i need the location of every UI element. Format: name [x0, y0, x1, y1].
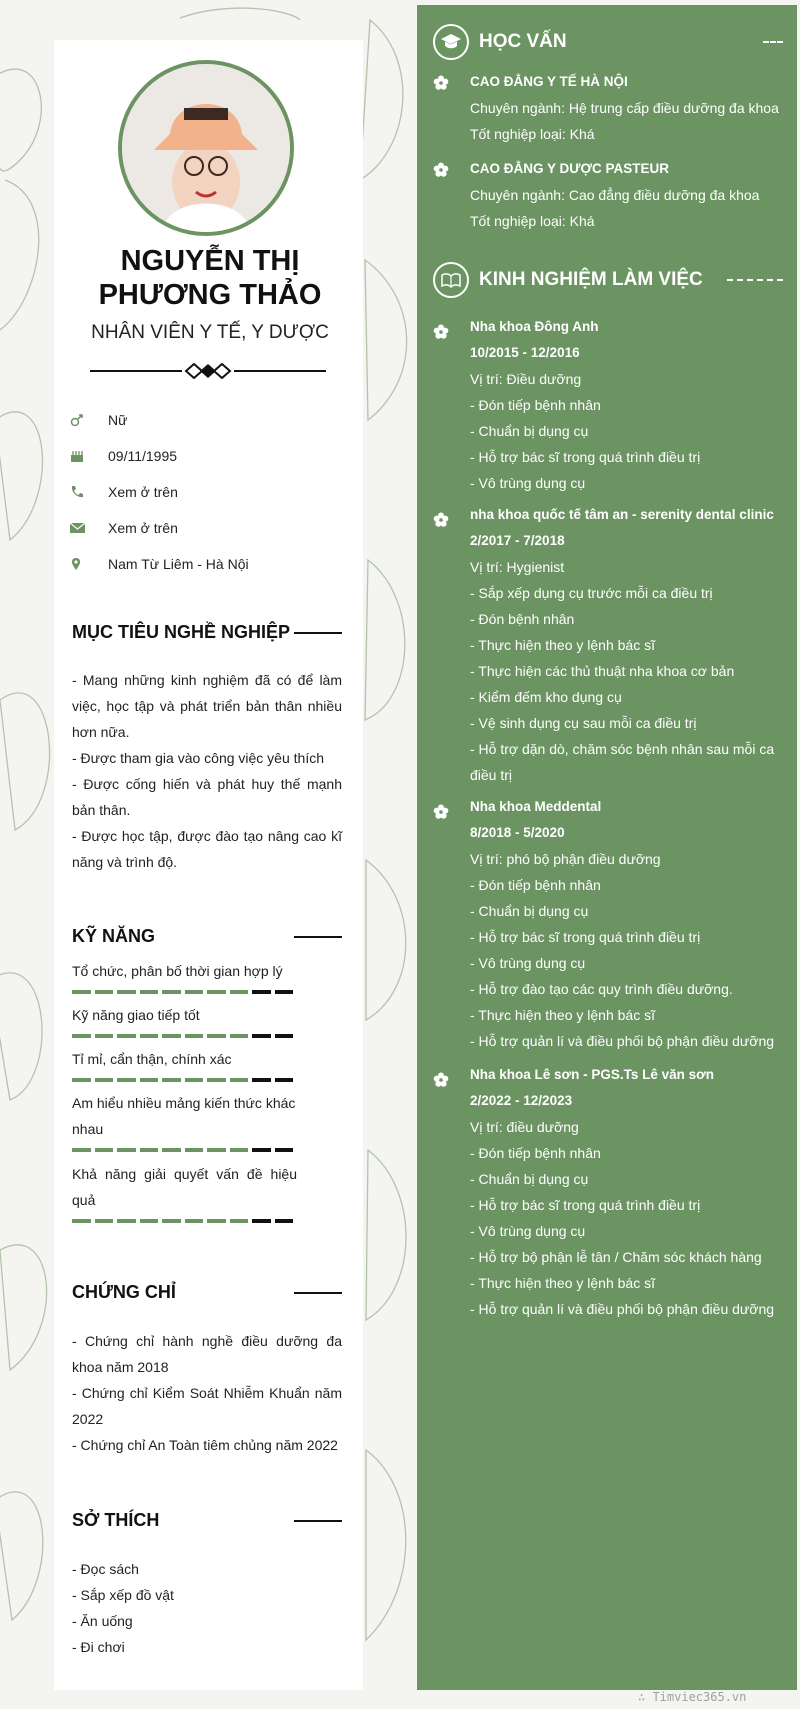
- work-line: Vị trí: Điều dưỡng: [470, 371, 582, 387]
- info-row-gender: [70, 402, 360, 438]
- work-line: - Hỗ trợ bộ phận lễ tân / Chăm sóc khách hàng: [470, 1249, 762, 1265]
- work-period: 2/2022 - 12/2023: [470, 1093, 573, 1108]
- flower-bullet-icon: [433, 512, 449, 531]
- skill-level-bar: [72, 1078, 342, 1082]
- work-line: - Hỗ trợ dặn dò, chăm sóc bệnh nhân sau mỗi ca điều trị: [470, 741, 775, 783]
- skill-level-bar: [72, 1219, 297, 1223]
- work-line: - Chuẩn bị dụng cụ: [470, 903, 589, 919]
- work-line: Vị trí: điều dưỡng: [470, 1119, 579, 1135]
- work-line: - Thực hiện theo y lệnh bác sĩ: [470, 1007, 655, 1023]
- company-name: Nha khoa Đông Anh: [470, 319, 599, 334]
- work-line: - Đón tiếp bệnh nhân: [470, 397, 601, 413]
- location-text: Nam Từ Liêm - Hà Nội: [108, 556, 249, 572]
- work-line: - Đón tiếp bệnh nhân: [470, 1145, 601, 1161]
- education-heading: [433, 24, 783, 60]
- certificates-text: - Chứng chỉ hành nghề điều dưỡng đa khoa năm 2018 - Chứng chỉ Kiểm Soát Nhiễm Khuẩn năm 2022 - Chứng chỉ An Toàn tiêm chủng năm 2022: [72, 1333, 342, 1453]
- phone-text: Xem ở trên: [108, 484, 178, 500]
- full-name: NGUYỄN THỊ PHƯƠNG THẢO: [98, 245, 322, 311]
- work-line: - Sắp xếp dụng cụ trước mỗi ca điều trị: [470, 585, 713, 601]
- certificates-title: CHỨNG CHỈ: [72, 1282, 176, 1302]
- location-icon: [70, 557, 108, 571]
- school-major: Chuyên ngành: Cao đẳng điều dưỡng đa khoa: [470, 187, 760, 203]
- gender-text: Nữ: [108, 412, 128, 428]
- skill-item: [72, 1046, 342, 1082]
- work-line: - Hỗ trợ bác sĩ trong quá trình điều trị: [470, 1197, 701, 1213]
- company-name: Nha khoa Meddental: [470, 799, 602, 814]
- graduation-cap-icon: [433, 24, 469, 60]
- job-title: NHÂN VIÊN Y TẾ, Y DƯỢC: [91, 322, 329, 343]
- info-row-phone: [70, 474, 360, 510]
- work-line: - Hỗ trợ quản lí và điều phối bộ phận điều dưỡng: [470, 1033, 775, 1049]
- objective-title: MỤC TIÊU NGHỀ NGHIỆP: [72, 622, 291, 642]
- experience-heading-dash: [727, 279, 783, 281]
- work-line: Vị trí: Hygienist: [470, 559, 565, 575]
- certificates-heading-line: [294, 1292, 342, 1294]
- work-line: Vị trí: phó bộ phận điều dưỡng: [470, 851, 661, 867]
- skills-title: KỸ NĂNG: [72, 926, 156, 946]
- work-line: - Vô trùng dụng cụ: [470, 1223, 586, 1239]
- flower-bullet-icon: [433, 162, 449, 181]
- skill-item: [72, 1090, 297, 1152]
- phone-icon: [70, 485, 108, 499]
- info-row-email: [70, 510, 360, 546]
- profile-photo: [118, 60, 294, 236]
- skills-heading: [72, 926, 342, 947]
- school-name: CAO ĐẲNG Y TẾ HÀ NỘI: [470, 74, 628, 89]
- hobbies-heading: [72, 1510, 342, 1531]
- email-icon: [70, 522, 108, 534]
- email-text: Xem ở trên: [108, 520, 178, 536]
- skill-name: Tỉ mỉ, cẩn thận, chính xác: [72, 1051, 232, 1067]
- work-line: - Vệ sinh dụng cụ sau mỗi ca điều trị: [470, 715, 697, 731]
- work-line: - Thực hiện theo y lệnh bác sĩ: [470, 637, 655, 653]
- work-period: 8/2018 - 5/2020: [470, 825, 565, 840]
- experience-title: KINH NGHIỆM LÀM VIỆC: [479, 269, 703, 290]
- work-line: - Chuẩn bị dụng cụ: [470, 423, 589, 439]
- skill-level-bar: [72, 1034, 342, 1038]
- company-name: Nha khoa Lê sơn - PGS.Ts Lê văn sơn: [470, 1067, 715, 1082]
- work-line: - Hỗ trợ bác sĩ trong quá trình điều trị: [470, 449, 701, 465]
- certificates-heading: [72, 1282, 342, 1303]
- flower-bullet-icon: [433, 804, 449, 823]
- book-icon: [433, 262, 469, 298]
- school-major: Chuyên ngành: Hệ trung cấp điều dưỡng đa khoa: [470, 100, 779, 116]
- work-line: - Hỗ trợ quản lí và điều phối bộ phận điều dưỡng: [470, 1301, 775, 1317]
- skill-item: [72, 958, 342, 994]
- flower-bullet-icon: [433, 324, 449, 343]
- birthday-text: 09/11/1995: [108, 448, 178, 464]
- school-grade: Tốt nghiệp loại: Khá: [470, 213, 595, 229]
- skill-name: Kỹ năng giao tiếp tốt: [72, 1007, 200, 1023]
- education-title: HỌC VẤN: [479, 31, 567, 52]
- work-line: - Thực hiện theo y lệnh bác sĩ: [470, 1275, 655, 1291]
- objective-heading: [72, 622, 342, 643]
- info-row-birthday: [70, 438, 360, 474]
- work-line: - Hỗ trợ đào tạo các quy trình điều dưỡng.: [470, 981, 733, 997]
- flower-bullet-icon: [433, 1072, 449, 1091]
- objective-text: - Mang những kinh nghiệm đã có để làm việc, học tập và phát triển bản thân nhiều hơn nữa. - Được tham gia vào công việc yêu thích - Được cống hiến và phát huy thế mạnh bản thân. - Được học tập, được đào tạo nâng cao kĩ năng và trình độ.: [72, 672, 342, 870]
- company-name: nha khoa quốc tế tâm an - serenity dental clinic: [470, 507, 774, 522]
- skill-item: [72, 1161, 297, 1223]
- skill-item: [72, 1002, 342, 1038]
- work-line: - Kiểm đếm kho dụng cụ: [470, 689, 622, 705]
- flower-bullet-icon: [433, 75, 449, 94]
- skill-name: Tổ chức, phân bố thời gian hợp lý: [72, 963, 283, 979]
- school-name: CAO ĐẲNG Y DƯỢC PASTEUR: [470, 161, 669, 176]
- hobbies-heading-line: [294, 1520, 342, 1522]
- work-period: 10/2015 - 12/2016: [470, 345, 580, 360]
- work-line: - Vô trùng dụng cụ: [470, 955, 586, 971]
- skills-heading-line: [294, 936, 342, 938]
- skill-name: Khả năng giải quyết vấn đề hiệu quả: [72, 1166, 297, 1208]
- info-row-location: [70, 546, 360, 582]
- gender-icon: [70, 413, 108, 427]
- work-line: - Hỗ trợ bác sĩ trong quá trình điều trị: [470, 929, 701, 945]
- skill-level-bar: [72, 1148, 297, 1152]
- work-line: - Vô trùng dụng cụ: [470, 475, 586, 491]
- skill-level-bar: [72, 990, 342, 994]
- education-heading-dash: [763, 41, 783, 43]
- name-divider: [90, 363, 326, 379]
- work-line: - Chuẩn bị dụng cụ: [470, 1171, 589, 1187]
- work-period: 2/2017 - 7/2018: [470, 533, 565, 548]
- work-line: - Thực hiện các thủ thuật nha khoa cơ bản: [470, 663, 735, 679]
- contact-info: [70, 402, 360, 582]
- hobbies-title: SỞ THÍCH: [72, 1510, 160, 1530]
- watermark: ∴ Timviec365.vn: [638, 1690, 747, 1704]
- skill-name: Am hiểu nhiều mảng kiến thức khác nhau: [72, 1095, 296, 1137]
- objective-heading-line: [294, 632, 342, 634]
- hobbies-text: - Đọc sách - Sắp xếp đồ vật - Ăn uống - Đi chơi: [72, 1561, 174, 1655]
- experience-heading: [433, 262, 783, 298]
- work-line: - Đón tiếp bệnh nhân: [470, 877, 601, 893]
- calendar-icon: [70, 449, 108, 463]
- work-line: - Đón bệnh nhân: [470, 611, 575, 627]
- school-grade: Tốt nghiệp loại: Khá: [470, 126, 595, 142]
